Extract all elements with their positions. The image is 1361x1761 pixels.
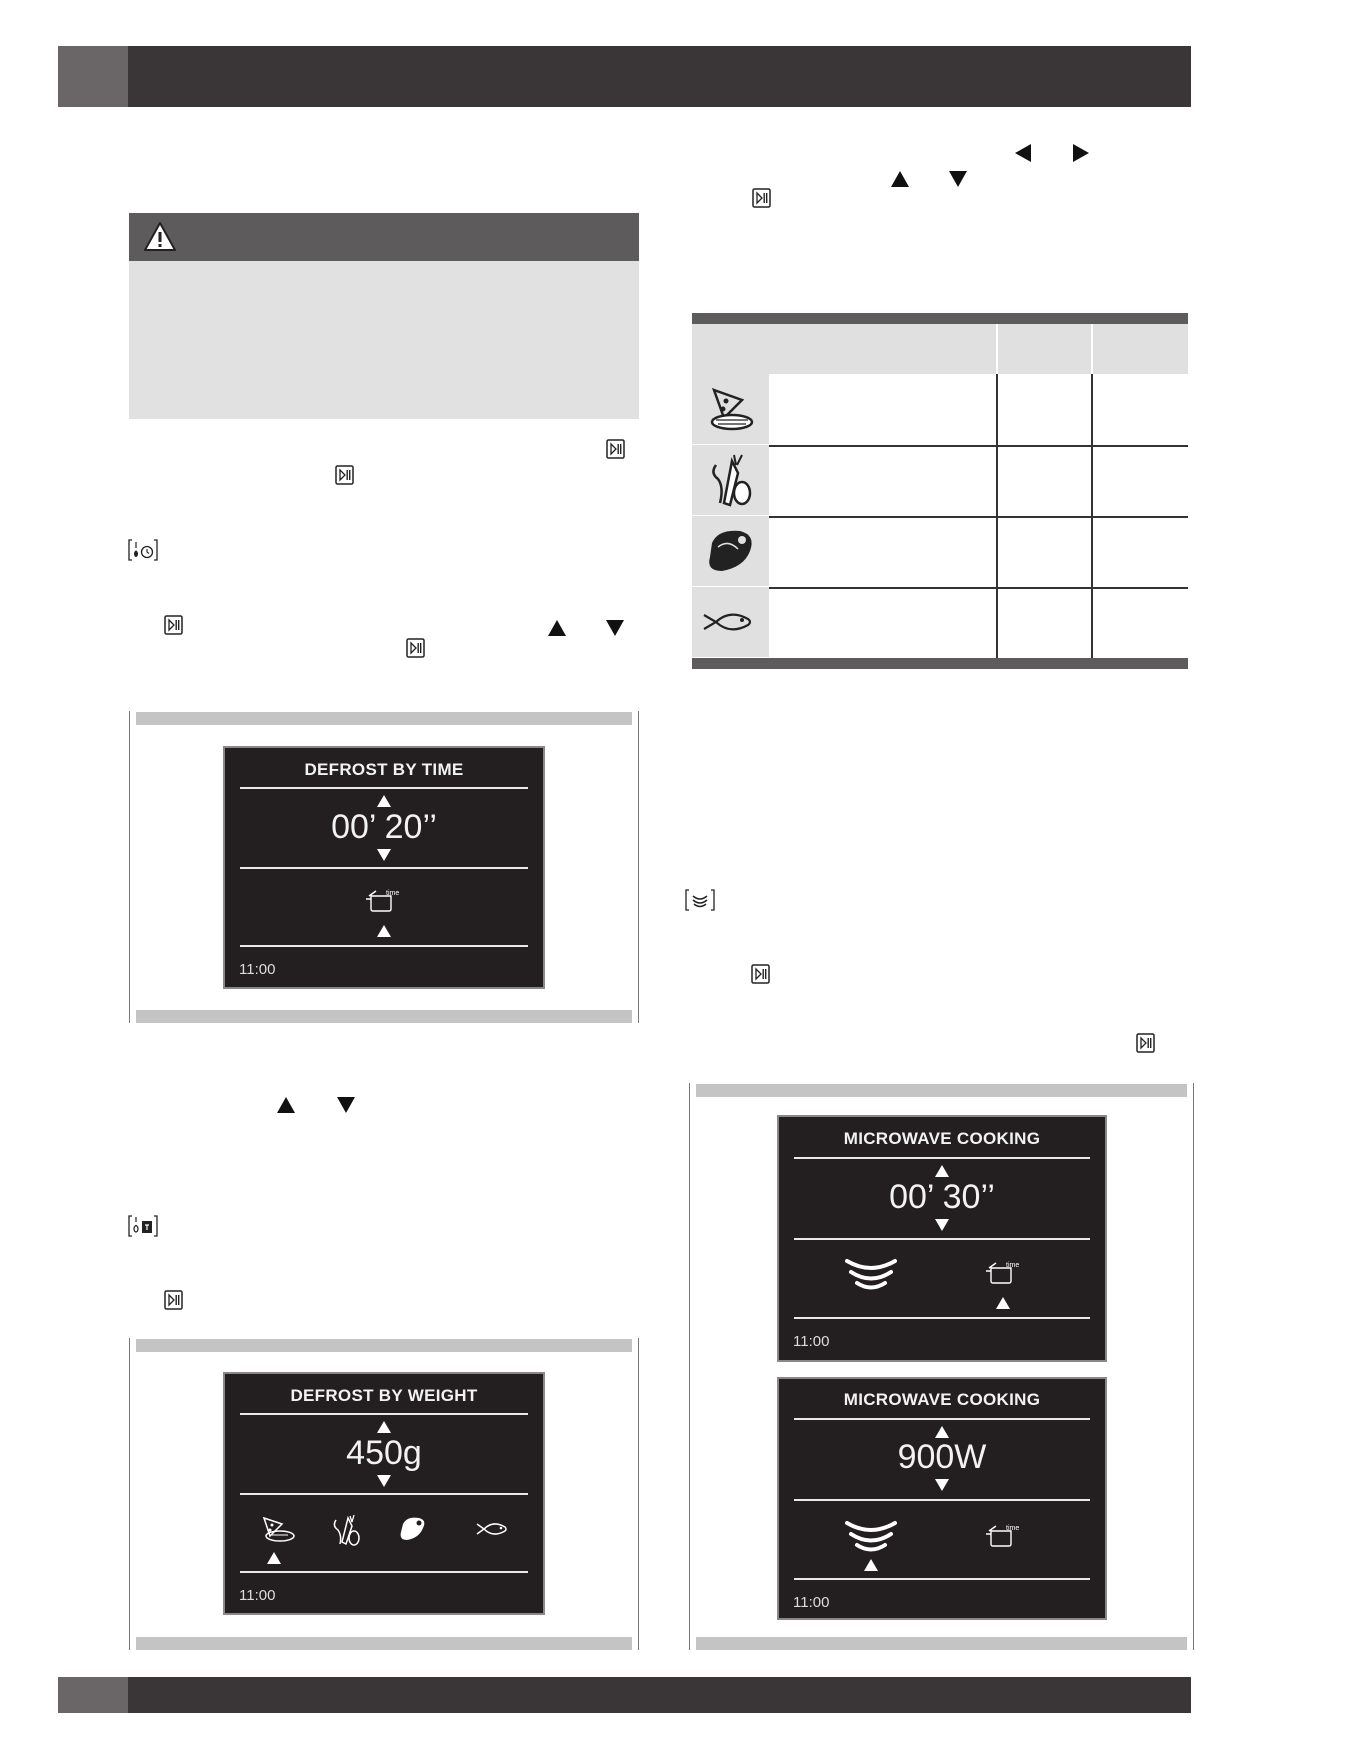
header-tab bbox=[58, 46, 128, 107]
table-col-divider bbox=[1091, 374, 1093, 658]
screen-divider bbox=[240, 1571, 528, 1573]
table-header-row bbox=[692, 324, 1188, 374]
microwave-power-screen bbox=[777, 1377, 1107, 1620]
screen-clock: 11:00 bbox=[239, 961, 276, 978]
screen-divider bbox=[240, 1493, 528, 1495]
up-arrow-icon bbox=[267, 1552, 281, 1564]
cooking-time-icon bbox=[364, 889, 402, 913]
defrost-weight-screen bbox=[223, 1372, 545, 1615]
screen-value: 450g bbox=[346, 1434, 422, 1472]
footer-tab bbox=[58, 1677, 128, 1713]
warning-triangle-icon bbox=[143, 221, 177, 253]
screen-divider bbox=[794, 1418, 1090, 1420]
screen-title: MICROWAVE COOKING bbox=[843, 1129, 1041, 1148]
microwave-waves-icon bbox=[841, 1257, 901, 1293]
table-row-divider bbox=[769, 516, 1188, 518]
svg-text:time: time bbox=[386, 890, 400, 897]
up-arrow-icon bbox=[890, 170, 910, 188]
bread-pizza-icon bbox=[258, 1514, 296, 1546]
microwave-waves-icon bbox=[841, 1519, 901, 1555]
table-icon-cell bbox=[692, 587, 769, 657]
screen-divider bbox=[240, 867, 528, 869]
vegetables-icon bbox=[706, 451, 756, 511]
up-arrow-icon bbox=[377, 1421, 391, 1433]
up-arrow-icon bbox=[996, 1297, 1010, 1309]
microwave-time-screen bbox=[777, 1115, 1107, 1362]
up-arrow-icon bbox=[935, 1426, 949, 1438]
down-arrow-icon bbox=[605, 619, 625, 637]
table-icon-cell bbox=[692, 445, 769, 515]
warning-box bbox=[129, 213, 639, 419]
screen-divider bbox=[240, 1413, 528, 1415]
defrost-by-weight-icon bbox=[128, 1214, 158, 1238]
vegetables-icon bbox=[328, 1512, 364, 1548]
svg-text:time: time bbox=[1006, 1525, 1020, 1532]
table-row-divider bbox=[769, 445, 1188, 447]
screen-value: 00’ 20’’ bbox=[331, 808, 437, 846]
screen-divider bbox=[794, 1157, 1090, 1159]
table-icon-cell bbox=[692, 374, 769, 444]
down-arrow-icon bbox=[935, 1479, 949, 1491]
microwave-icon bbox=[685, 888, 715, 912]
header-divider bbox=[1091, 324, 1093, 374]
table-col-divider bbox=[996, 374, 998, 658]
screen-divider bbox=[794, 1499, 1090, 1501]
up-arrow-icon bbox=[935, 1165, 949, 1177]
screen-divider bbox=[794, 1317, 1090, 1319]
screen-divider bbox=[240, 787, 528, 789]
warning-header bbox=[129, 213, 639, 261]
screen-divider bbox=[794, 1238, 1090, 1240]
start-pause-icon bbox=[335, 465, 354, 485]
screen-value: 900W bbox=[897, 1438, 987, 1476]
figure-band-bottom bbox=[136, 1637, 632, 1650]
fish-icon bbox=[475, 1518, 511, 1540]
screen-divider bbox=[240, 945, 528, 947]
start-pause-icon bbox=[606, 439, 625, 459]
down-arrow-icon bbox=[948, 170, 968, 188]
figure-band-top bbox=[136, 1339, 632, 1352]
up-arrow-icon bbox=[377, 795, 391, 807]
figure-band-bottom bbox=[136, 1010, 632, 1023]
header-divider bbox=[996, 324, 998, 374]
cooking-time-icon bbox=[984, 1261, 1022, 1285]
start-pause-icon bbox=[751, 964, 770, 984]
up-arrow-icon bbox=[547, 619, 567, 637]
defrost-time-screen bbox=[223, 746, 545, 989]
screen-clock: 11:00 bbox=[793, 1594, 830, 1611]
down-arrow-icon bbox=[377, 1475, 391, 1487]
left-arrow-icon bbox=[1014, 143, 1032, 163]
screen-clock: 11:00 bbox=[239, 1587, 276, 1604]
meat-icon bbox=[397, 1514, 429, 1544]
right-arrow-icon bbox=[1072, 143, 1090, 163]
table-icon-cell bbox=[692, 516, 769, 586]
up-arrow-icon bbox=[377, 925, 391, 937]
figure-band-top bbox=[136, 712, 632, 725]
table-top-band bbox=[692, 313, 1188, 324]
defrost-by-time-icon bbox=[128, 538, 158, 562]
screen-title: DEFROST BY WEIGHT bbox=[290, 1386, 478, 1405]
table-bottom-band bbox=[692, 658, 1188, 669]
down-arrow-icon bbox=[377, 849, 391, 861]
start-pause-icon bbox=[752, 188, 771, 208]
start-pause-icon bbox=[406, 638, 425, 658]
meat-icon bbox=[704, 525, 758, 577]
screen-divider bbox=[794, 1578, 1090, 1580]
down-arrow-icon bbox=[935, 1219, 949, 1231]
figure-band-top bbox=[696, 1084, 1187, 1097]
fish-icon bbox=[702, 607, 758, 637]
down-arrow-icon bbox=[336, 1096, 356, 1114]
screen-value: 00’ 30’’ bbox=[889, 1178, 995, 1216]
page-header-bar bbox=[58, 46, 1191, 107]
table-row-divider bbox=[769, 587, 1188, 589]
screen-clock: 11:00 bbox=[793, 1333, 830, 1350]
start-pause-icon bbox=[164, 1290, 183, 1310]
up-arrow-icon bbox=[276, 1096, 296, 1114]
bread-pizza-icon bbox=[704, 384, 756, 434]
start-pause-icon bbox=[164, 615, 183, 635]
up-arrow-icon bbox=[864, 1559, 878, 1571]
page-footer-bar bbox=[58, 1677, 1191, 1713]
screen-title: DEFROST BY TIME bbox=[304, 760, 464, 779]
screen-title: MICROWAVE COOKING bbox=[843, 1390, 1041, 1409]
cooking-time-icon bbox=[984, 1524, 1022, 1548]
svg-text:time: time bbox=[1006, 1262, 1020, 1269]
start-pause-icon bbox=[1136, 1033, 1155, 1053]
food-category-table bbox=[687, 313, 1188, 672]
figure-band-bottom bbox=[696, 1637, 1187, 1650]
